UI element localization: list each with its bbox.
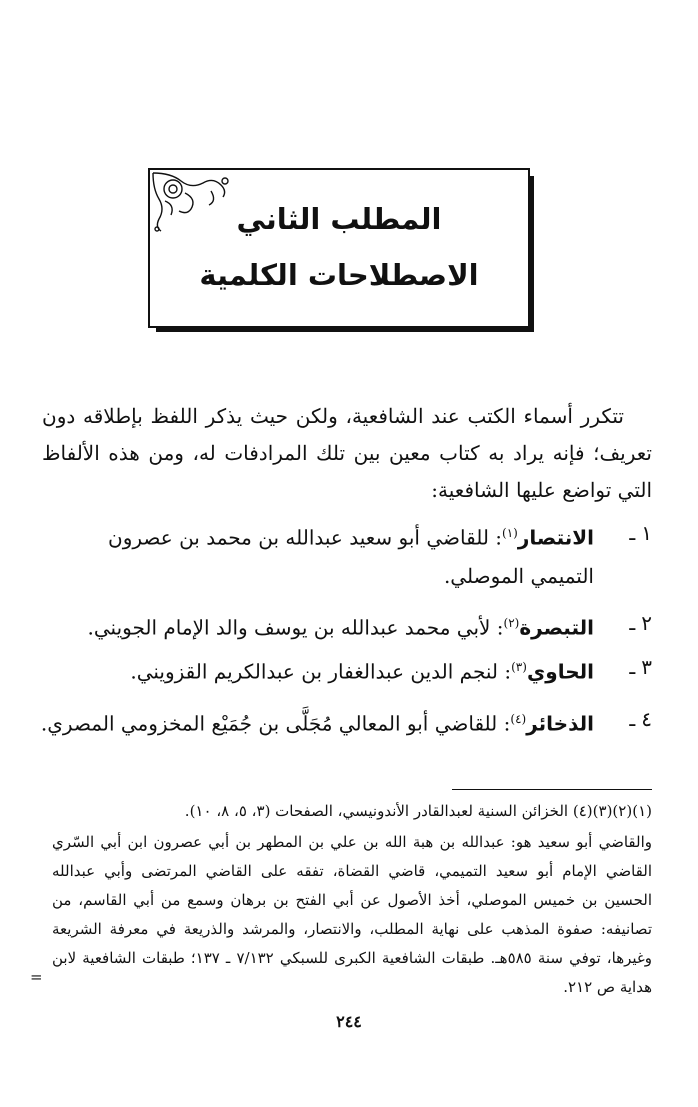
page-number: ٢٤٤ — [336, 1012, 362, 1031]
item-term: الانتصار — [517, 525, 594, 550]
intro-paragraph: تتكرر أسماء الكتب عند الشافعية، ولكن حيث يذكر اللفظ بإطلاقه دون تعريف؛ فإنه يراد به كتاب معين بين تلك المرادفات له، ومن هذه الألفاظ التي تواضع عليها الشافعية: — [42, 404, 652, 502]
list-item — [40, 700, 652, 743]
footnote-continued-mark: = — [30, 968, 43, 986]
title-box — [148, 168, 530, 328]
footnote-mark: (٢) — [503, 616, 520, 630]
item-term: الذخائر — [526, 711, 594, 736]
footnote-2: والقاضي أبو سعيد هو: عبدالله بن هبة الله بن علي بن المطهر بن أبي عصرون ابن أبي السّري القاضي الإمام أبو سعيد التميمي، قاضي القضاة، تفقه على القاضي المرتضى وأبي عبدالله الحسين بن خميس الموصلي، أخذ الأصول عن أبي الفتح بن برهان وسمع من أبي القاسم، من تصانيفه: صفوة المذهب على نهاية المطلب، والانتصار، والمرشد والذريعة في معرفة الشريعة وغيرها، توفي سنة ٥٨٥هـ. طبقات الشافعية الكبرى للسبكي ٧/١٣٢ ـ ١٣٧؛ طبقات الشافعية لابن هداية ص ٢١٢. — [52, 833, 653, 996]
item-text: : لنجم الدين عبدالغفار بن عبدالكريم القزويني. — [130, 659, 512, 684]
footnote-mark: (٤) — [510, 712, 527, 726]
item-term: الحاوي — [526, 659, 594, 684]
list-item — [40, 514, 652, 595]
list-item — [40, 604, 652, 647]
item-number: ١ـ — [629, 521, 652, 545]
item-number: ٢ـ — [629, 611, 652, 635]
item-term: التبصرة — [519, 615, 594, 640]
item-text: : للقاضي أبو المعالي مُجَلَّى بن جُمَيْع المخزومي المصري. — [40, 711, 511, 736]
section-title: المطلب الثاني — [236, 202, 442, 236]
item-number: ٣ـ — [629, 655, 652, 679]
footnote-1: (١)(٢)(٣)(٤) الخزائن السنية لعبدالقادر الأندونيسي، الصفحات (٣، ٥، ٨، ١٠). — [184, 802, 652, 820]
item-text: : للقاضي أبو سعيد عبدالله بن محمد بن عصرون التميمي الموصلي. — [108, 525, 594, 588]
footnote-divider — [452, 789, 652, 790]
footnote-mark: (٣) — [511, 660, 527, 674]
item-text: : لأبي محمد عبدالله بن يوسف والد الإمام الجويني. — [87, 615, 504, 640]
footnote-mark: (١) — [502, 526, 518, 540]
list-item — [40, 648, 652, 691]
section-subtitle: الاصطلاحات الكلمية — [199, 258, 479, 292]
item-number: ٤ـ — [629, 707, 652, 731]
